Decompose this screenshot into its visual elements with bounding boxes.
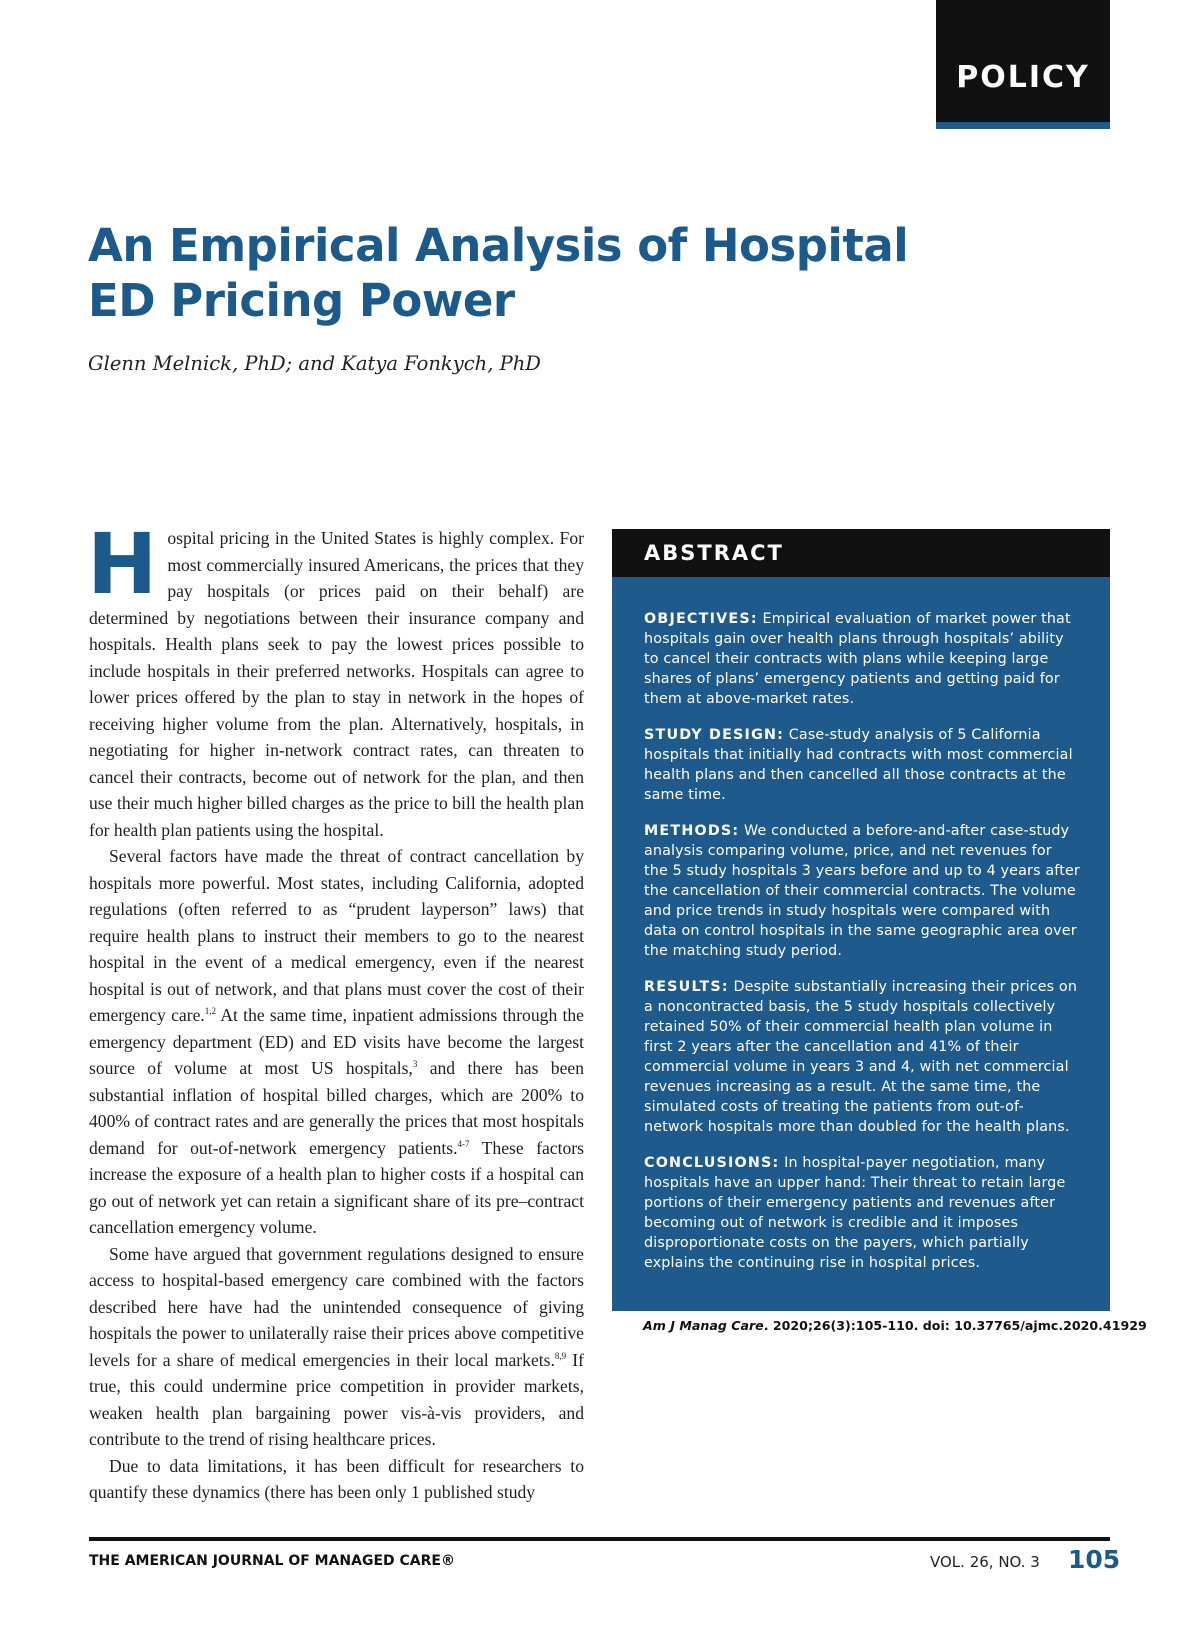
footnote-ref: 1,2 xyxy=(204,1006,217,1016)
citation-journal: Am J Manag Care xyxy=(643,1318,764,1333)
page-number: 105 xyxy=(1068,1545,1121,1574)
body-paragraph-2: Several factors have made the threat of contract cancellation by hospitals more powerful. Most states, including California, adopted regulations (often referred to as “prudent layperson” laws) that require health plans to instruct their members to go to the nearest hospital in the event of a medical emergency, even if the nearest hospital is out of network, and that plans must cover the cost of their emergency care.$^{1,2}$ At the same time, inpatient admissions through the emergency department (ED) and ED visits have become the largest source of volume at most US hospitals,$^3$ and there has been substantial inflation of hospital billed charges, which are 200% to 400% of contract rates and are generally the prices that most hospitals demand for out-of-network emergency patients.$^{4-7}$ These factors increase the exposure of a health plan to higher costs if a hospital can go out of network yet can retain a significant share of its pre–contract cancellation emergency volume. xyxy=(89,846,584,1237)
footnote-ref: 8,9 xyxy=(554,1350,567,1361)
body-paragraph-4: Due to data limitations, it has been difficult for researchers to quantify these dynamics (there has been only 1 published study xyxy=(89,1455,584,1502)
abstract-objectives: OBJECTIVES: Empirical evaluation of market power that hospitals gain over health plans through hospitals’ ability to cancel their contracts with plans while keeping large shares of plans’ emergency patients and getting paid for them at above-market rates. xyxy=(644,611,1071,707)
abstract-heading: ABSTRACT xyxy=(612,529,1110,577)
abstract-conclusions: CONCLUSIONS: In hospital-payer negotiation, many hospitals have an upper hand: Their threat to retain large portions of their emergency patients and revenues after becoming out of network is credible and it imposes disproportionate costs on the payers, which partially explains the continuing rise in hospital prices. xyxy=(644,1155,1066,1271)
footer-volume: VOL. 26, NO. 3 xyxy=(930,1553,1040,1571)
article-authors: Glenn Melnick, PhD; and Katya Fonkych, PhD xyxy=(88,352,541,375)
section-tag-label: POLICY xyxy=(956,60,1090,95)
footnote-ref: 3 xyxy=(412,1059,418,1069)
footer-rule xyxy=(89,1537,1110,1541)
body-paragraph-3: Some have argued that government regulations designed to ensure access to hospital-based emergency care combined with the factors described here have had the unintended consequence of giving hospitals the power to unilaterally raise their prices above competitive levels for a share of medical emergencies in their local markets.$^{8,9}$ If true, this could undermine price competition in provider markets, weaken health plan bargaining power vis-à-vis providers, and contribute to the trend of rising healthcare prices. xyxy=(89,1243,584,1449)
abstract-box xyxy=(612,529,1110,1311)
section-tag xyxy=(936,0,1110,129)
abstract-results: RESULTS: Despite substantially increasing their prices on a noncontracted basis, the 5 study hospitals collectively retained 50% of their commercial health plan volume in first 2 years after the cancellation and 41% of their commercial volume in years 3 and 4, with net commercial revenues increasing as a result. At the same time, the simulated costs of treating the patients from out-of-network hospitals more than doubled for the health plans. xyxy=(644,979,1078,1135)
abstract-methods: METHODS: We conducted a before-and-after case-study analysis comparing volume, price, and net revenues for the 5 study hospitals 3 years before and up to 4 years after the cancellation of their commercial contracts. The volume and price trends in study hospitals were compared with data on control hospitals in the same geographic area over the matching study period. xyxy=(644,823,1080,959)
citation-details: . 2020;26(3):105-110. doi: 10.37765/ajmc.2020.41929 xyxy=(763,1318,1147,1333)
article-title: An Empirical Analysis of Hospital ED Pricing Power xyxy=(88,219,909,327)
abstract-body xyxy=(612,577,1110,1273)
body-paragraph-1: Hospital pricing in the United States is highly complex. For most commercially insured Americans, the prices that they pay hospitals (or prices paid on their behalf) are determined by negotiations between their insurance company and hospitals. Health plans seek to pay the lowest prices possible to include hospitals in their preferred networks. Hospitals can agree to lower prices offered by the plan to stay in network in the hopes of receiving higher volume from the plan. Alternatively, hospitals, in negotiating for higher in-network contract rates, can threaten to cancel their contracts, become out of network for the plan, and then use their much higher billed charges as the price to bill the health plan for health plan patients using the hospital. xyxy=(87,515,584,840)
body-column xyxy=(87,515,584,1506)
drop-cap: H xyxy=(87,515,158,613)
footnote-ref: 4-7 xyxy=(457,1138,470,1149)
footer-journal-name: THE AMERICAN JOURNAL OF MANAGED CARE® xyxy=(89,1553,455,1569)
citation xyxy=(643,1318,1147,1333)
abstract-study-design: STUDY DESIGN: Case-study analysis of 5 California hospitals that initially had contracts with most commercial health plans and then cancelled all those contracts at the same time. xyxy=(644,727,1073,803)
